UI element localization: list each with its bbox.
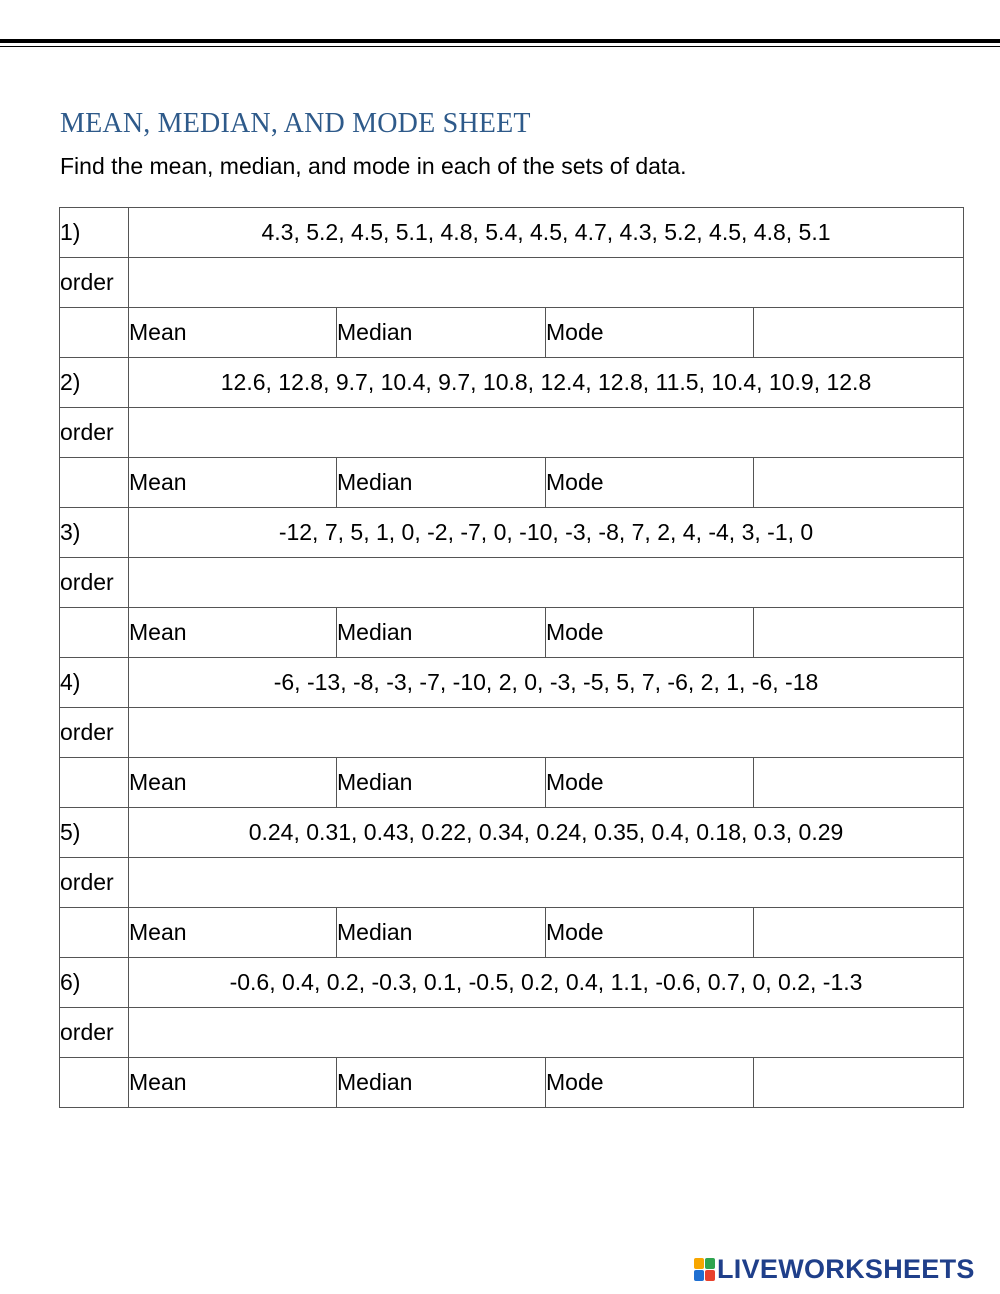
order-row	[60, 258, 964, 308]
order-label: order	[60, 258, 129, 308]
mean-label[interactable]: Mean	[129, 758, 337, 808]
problem-number: 5)	[60, 808, 129, 858]
mean-label[interactable]: Mean	[129, 458, 337, 508]
problem-number: 6)	[60, 958, 129, 1008]
liveworksheets-logo	[694, 1255, 975, 1283]
problem-number: 3)	[60, 508, 129, 558]
mode-label[interactable]: Mode	[546, 758, 754, 808]
blank-cell	[60, 608, 129, 658]
problem-number: 1)	[60, 208, 129, 258]
order-answer-field[interactable]	[129, 558, 964, 608]
answer-row	[60, 908, 964, 958]
blank-cell	[60, 1058, 129, 1108]
mean-label[interactable]: Mean	[129, 1058, 337, 1108]
logo-icon	[694, 1258, 714, 1280]
order-row	[60, 408, 964, 458]
blank-cell	[60, 908, 129, 958]
order-row	[60, 558, 964, 608]
header-rule-thick	[0, 39, 1000, 43]
blank-cell	[60, 458, 129, 508]
problem-row	[60, 958, 964, 1008]
mode-label[interactable]: Mode	[546, 308, 754, 358]
mode-label[interactable]: Mode	[546, 608, 754, 658]
order-answer-field[interactable]	[129, 1008, 964, 1058]
data-set: 0.24, 0.31, 0.43, 0.22, 0.34, 0.24, 0.35, 0.4, 0.18, 0.3, 0.29	[129, 808, 964, 858]
median-label[interactable]: Median	[337, 308, 546, 358]
mean-label[interactable]: Mean	[129, 308, 337, 358]
order-row	[60, 708, 964, 758]
instructions: Find the mean, median, and mode in each of the sets of data.	[60, 153, 687, 179]
order-row	[60, 1008, 964, 1058]
problem-number: 4)	[60, 658, 129, 708]
mean-label[interactable]: Mean	[129, 908, 337, 958]
order-answer-field[interactable]	[129, 258, 964, 308]
problem-row	[60, 358, 964, 408]
data-set: -0.6, 0.4, 0.2, -0.3, 0.1, -0.5, 0.2, 0.4, 1.1, -0.6, 0.7, 0, 0.2, -1.3	[129, 958, 964, 1008]
answer-blank-cell[interactable]	[754, 308, 964, 358]
median-label[interactable]: Median	[337, 908, 546, 958]
worksheet-table	[59, 207, 964, 1108]
median-label[interactable]: Median	[337, 1058, 546, 1108]
answer-blank-cell[interactable]	[754, 908, 964, 958]
order-answer-field[interactable]	[129, 708, 964, 758]
answer-blank-cell[interactable]	[754, 458, 964, 508]
data-set: 4.3, 5.2, 4.5, 5.1, 4.8, 5.4, 4.5, 4.7, 4.3, 5.2, 4.5, 4.8, 5.1	[129, 208, 964, 258]
answer-row	[60, 758, 964, 808]
median-label[interactable]: Median	[337, 608, 546, 658]
answer-row	[60, 458, 964, 508]
problem-row	[60, 508, 964, 558]
problem-number: 2)	[60, 358, 129, 408]
order-answer-field[interactable]	[129, 858, 964, 908]
order-answer-field[interactable]	[129, 408, 964, 458]
header-rule-thin	[0, 46, 1000, 47]
mode-label[interactable]: Mode	[546, 1058, 754, 1108]
order-label: order	[60, 1008, 129, 1058]
answer-row	[60, 608, 964, 658]
answer-row	[60, 1058, 964, 1108]
problem-row	[60, 658, 964, 708]
logo-text: LIVEWORKSHEETS	[717, 1253, 975, 1284]
blank-cell	[60, 308, 129, 358]
problem-row	[60, 808, 964, 858]
median-label[interactable]: Median	[337, 458, 546, 508]
order-label: order	[60, 408, 129, 458]
median-label[interactable]: Median	[337, 758, 546, 808]
answer-blank-cell[interactable]	[754, 758, 964, 808]
data-set: -6, -13, -8, -3, -7, -10, 2, 0, -3, -5, 5, 7, -6, 2, 1, -6, -18	[129, 658, 964, 708]
problem-row	[60, 208, 964, 258]
page-title: MEAN, MEDIAN, AND MODE SHEET	[60, 108, 531, 139]
mode-label[interactable]: Mode	[546, 458, 754, 508]
order-row	[60, 858, 964, 908]
mean-label[interactable]: Mean	[129, 608, 337, 658]
data-set: 12.6, 12.8, 9.7, 10.4, 9.7, 10.8, 12.4, 12.8, 11.5, 10.4, 10.9, 12.8	[129, 358, 964, 408]
answer-blank-cell[interactable]	[754, 608, 964, 658]
data-set: -12, 7, 5, 1, 0, -2, -7, 0, -10, -3, -8, 7, 2, 4, -4, 3, -1, 0	[129, 508, 964, 558]
answer-blank-cell[interactable]	[754, 1058, 964, 1108]
order-label: order	[60, 558, 129, 608]
order-label: order	[60, 708, 129, 758]
mode-label[interactable]: Mode	[546, 908, 754, 958]
order-label: order	[60, 858, 129, 908]
blank-cell	[60, 758, 129, 808]
answer-row	[60, 308, 964, 358]
